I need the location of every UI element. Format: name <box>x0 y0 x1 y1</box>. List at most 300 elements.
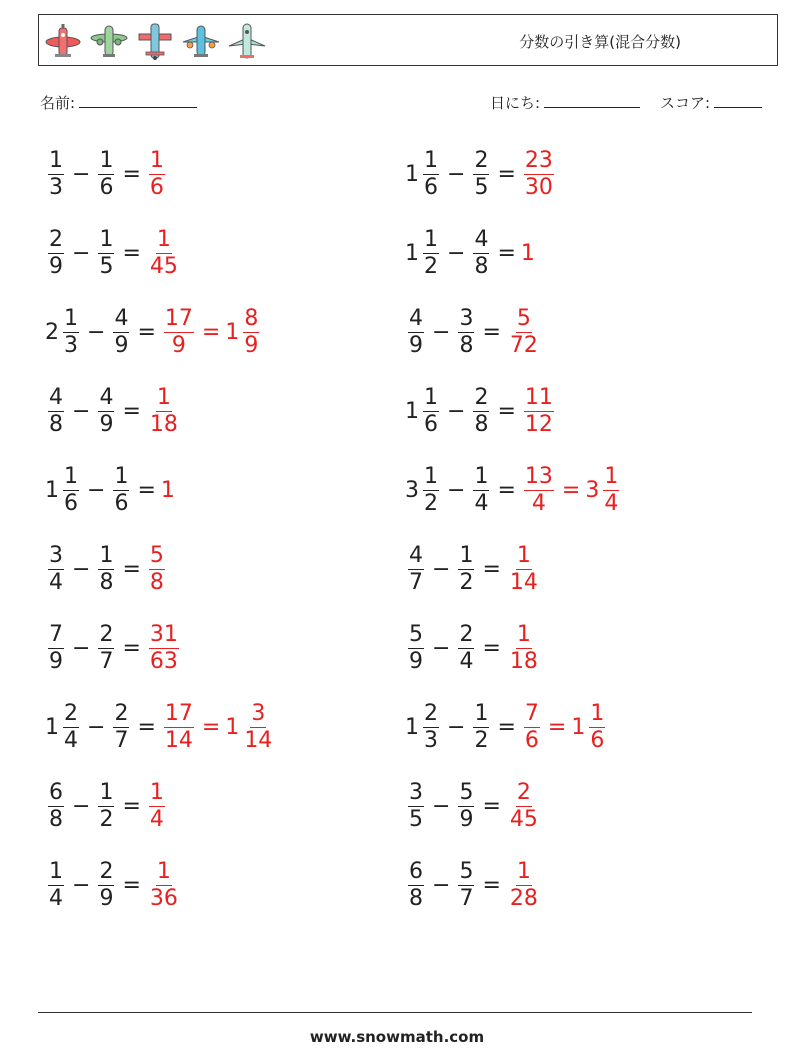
equals-sign: = <box>482 872 501 898</box>
problem-row <box>405 296 542 368</box>
minuend-fraction <box>423 148 439 201</box>
minus-sign: − <box>447 477 466 503</box>
problem-row <box>45 770 168 842</box>
subtrahend-denominator: 7 <box>99 648 114 674</box>
subtrahend-fraction <box>113 701 129 754</box>
name-blank[interactable] <box>79 93 197 108</box>
answer-fraction <box>149 780 165 833</box>
subtrahend-fraction <box>473 385 489 438</box>
minuend-denominator: 9 <box>409 332 423 358</box>
minuend-numerator: 2 <box>424 700 438 726</box>
answer <box>146 859 182 912</box>
problem-row <box>45 375 182 447</box>
subtrahend-numerator: 2 <box>459 621 474 647</box>
answer-denominator: 8 <box>149 569 164 595</box>
answer-fraction <box>149 385 179 438</box>
equals-sign: = <box>497 398 516 424</box>
subtrahend-denominator: 8 <box>459 332 474 358</box>
minuend-denominator: 3 <box>424 727 438 753</box>
answer <box>506 859 542 912</box>
problem-row <box>45 691 276 763</box>
answer <box>506 306 542 359</box>
subtrahend-numerator: 4 <box>99 384 114 410</box>
answer-numerator: 17 <box>164 700 193 726</box>
minuend-fraction <box>48 385 64 438</box>
answer-numerator: 13 <box>524 463 553 489</box>
subtrahend-numerator: 4 <box>114 305 129 331</box>
minuend-numerator: 1 <box>49 147 63 173</box>
answer-mixed-numerator: 3 <box>251 700 266 726</box>
minuend-numerator: 4 <box>409 305 423 331</box>
blue-plane-icon <box>133 20 178 64</box>
subtrahend-fraction <box>473 227 489 280</box>
answer-numerator: 17 <box>164 305 193 331</box>
minuend-numerator: 6 <box>409 858 423 884</box>
minuend-fraction <box>63 701 79 754</box>
subtrahend-numerator: 1 <box>474 463 489 489</box>
red-plane-icon <box>41 20 86 64</box>
answer-denominator: 30 <box>524 174 553 200</box>
answer <box>161 478 176 503</box>
answer-numerator: 1 <box>516 621 531 647</box>
subtrahend-fraction <box>98 227 114 280</box>
equals-sign: = <box>497 240 516 266</box>
equals-sign: = <box>122 635 141 661</box>
answer <box>506 543 542 596</box>
answer-mixed-denominator: 6 <box>590 727 605 753</box>
minuend-denominator: 9 <box>49 253 63 279</box>
answer-fraction <box>524 701 540 754</box>
answer-numerator: 5 <box>516 305 531 331</box>
subtrahend-fraction <box>98 859 114 912</box>
problem-row <box>45 612 182 684</box>
answer-denominator: 18 <box>509 648 538 674</box>
date-label: 日にち: <box>490 94 541 112</box>
problem-row <box>405 138 557 210</box>
answer-mixed-whole: 1 <box>571 714 586 740</box>
answer-numerator: 1 <box>516 542 531 568</box>
answer-fraction <box>509 780 539 833</box>
answer-mixed-fraction <box>243 306 259 359</box>
minuend-denominator: 4 <box>49 885 63 911</box>
minuend-fraction <box>408 780 424 833</box>
answer-mixed-numerator: 1 <box>604 463 619 489</box>
subtrahend-numerator: 2 <box>99 858 114 884</box>
subtrahend-denominator: 9 <box>114 332 129 358</box>
minuend-numerator: 1 <box>424 463 438 489</box>
subtrahend-fraction <box>98 622 114 675</box>
subtrahend-numerator: 1 <box>99 147 114 173</box>
subtrahend-fraction <box>473 148 489 201</box>
answer-fraction <box>164 306 194 359</box>
answer-numerator: 1 <box>156 384 171 410</box>
subtrahend-fraction <box>98 148 114 201</box>
answer-fraction <box>149 148 165 201</box>
problem-row <box>45 533 168 605</box>
subtrahend-fraction <box>458 859 474 912</box>
minuend-denominator: 8 <box>409 885 423 911</box>
subtrahend-numerator: 3 <box>459 305 474 331</box>
answer <box>146 543 168 596</box>
problem-row <box>405 849 542 921</box>
answer-denominator: 4 <box>531 490 546 516</box>
answer-mixed-whole: 1 <box>225 714 240 740</box>
answer-mixed-denominator: 4 <box>604 490 619 516</box>
minus-sign: − <box>72 635 91 661</box>
subtrahend-fraction <box>98 543 114 596</box>
minus-sign: − <box>447 714 466 740</box>
answer-fraction <box>149 859 179 912</box>
answer-fraction <box>149 227 179 280</box>
minuend-denominator: 3 <box>64 332 78 358</box>
minuend-numerator: 1 <box>64 305 78 331</box>
answer-denominator: 36 <box>149 885 178 911</box>
minuend-numerator: 1 <box>64 463 78 489</box>
minuend-denominator: 4 <box>64 727 78 753</box>
minuend-denominator: 8 <box>49 411 63 437</box>
minuend-fraction <box>408 859 424 912</box>
problem-row <box>405 533 542 605</box>
answer-denominator: 28 <box>509 885 538 911</box>
footer-site: www.snowmath.com <box>309 1028 485 1046</box>
minus-sign: − <box>447 240 466 266</box>
name-field <box>40 92 197 113</box>
minuend-denominator: 2 <box>424 253 438 279</box>
worksheet-title: 分数の引き算(混合分数) <box>519 33 681 51</box>
date-blank[interactable] <box>544 93 640 108</box>
answer-denominator: 14 <box>509 569 538 595</box>
answer-fraction <box>509 543 539 596</box>
answer <box>146 148 168 201</box>
minuend-numerator: 2 <box>64 700 78 726</box>
equals-sign: = <box>137 477 156 503</box>
minuend-denominator: 6 <box>64 490 78 516</box>
footer-divider <box>38 1012 752 1013</box>
minus-sign: − <box>432 793 451 819</box>
date-field <box>490 92 640 113</box>
subtrahend-numerator: 2 <box>474 147 489 173</box>
answer-whole: 1 <box>520 240 535 266</box>
equals-sign: = <box>497 714 516 740</box>
answer <box>521 241 536 266</box>
minus-sign: − <box>72 793 91 819</box>
answer-denominator: 63 <box>149 648 178 674</box>
subtrahend-denominator: 7 <box>459 885 474 911</box>
minuend-numerator: 7 <box>49 621 63 647</box>
minuend-numerator: 1 <box>424 147 438 173</box>
subtrahend-denominator: 4 <box>474 490 489 516</box>
subtrahend-fraction <box>98 385 114 438</box>
subtrahend-denominator: 9 <box>99 885 114 911</box>
answer <box>146 780 168 833</box>
answer <box>161 306 262 359</box>
subtrahend-numerator: 2 <box>114 700 129 726</box>
minuend-whole: 1 <box>45 477 59 503</box>
subtrahend-denominator: 8 <box>474 253 489 279</box>
subtrahend-denominator: 9 <box>99 411 114 437</box>
answer-mixed-denominator: 9 <box>244 332 259 358</box>
problem-row <box>45 217 182 289</box>
equals-sign: = <box>122 161 141 187</box>
answer-fraction <box>509 859 539 912</box>
minuend-fraction <box>423 227 439 280</box>
minuend-fraction <box>48 148 64 201</box>
answer <box>506 780 542 833</box>
answer-denominator: 4 <box>149 806 164 832</box>
answer-fraction <box>149 622 179 675</box>
problem-row <box>405 454 622 526</box>
answer-denominator: 45 <box>509 806 538 832</box>
subtrahend-denominator: 5 <box>99 253 114 279</box>
subtrahend-numerator: 1 <box>114 463 129 489</box>
equals-sign: = <box>561 477 581 503</box>
minuend-numerator: 4 <box>409 542 423 568</box>
answer-whole: 1 <box>160 477 175 503</box>
problem-row <box>45 138 168 210</box>
answer-fraction <box>509 622 539 675</box>
answer <box>146 622 182 675</box>
minuend-numerator: 2 <box>49 226 63 252</box>
problem-row <box>45 849 182 921</box>
answer-denominator: 6 <box>524 727 539 753</box>
subtrahend-denominator: 2 <box>459 569 474 595</box>
problem-row <box>45 454 176 526</box>
equals-sign: = <box>547 714 567 740</box>
problem-row <box>405 691 608 763</box>
minus-sign: − <box>87 319 106 345</box>
subtrahend-numerator: 2 <box>99 621 114 647</box>
minus-sign: − <box>447 398 466 424</box>
minus-sign: − <box>72 556 91 582</box>
minuend-denominator: 6 <box>424 411 438 437</box>
subtrahend-fraction <box>113 464 129 517</box>
answer-numerator: 11 <box>524 384 553 410</box>
minuend-fraction <box>48 227 64 280</box>
subtrahend-numerator: 2 <box>474 384 489 410</box>
minuend-denominator: 2 <box>424 490 438 516</box>
subtrahend-numerator: 5 <box>459 779 474 805</box>
answer-numerator: 7 <box>524 700 539 726</box>
answer-numerator: 1 <box>149 779 164 805</box>
answer-numerator: 5 <box>149 542 164 568</box>
minuend-numerator: 3 <box>49 542 63 568</box>
minuend-denominator: 3 <box>49 174 63 200</box>
minuend-whole: 1 <box>405 161 419 187</box>
minuend-fraction <box>48 780 64 833</box>
answer-mixed-fraction <box>243 701 273 754</box>
minuend-fraction <box>63 306 79 359</box>
mint-plane-icon <box>225 20 270 64</box>
minus-sign: − <box>87 477 106 503</box>
answer-mixed-whole: 3 <box>585 477 600 503</box>
equals-sign: = <box>482 556 501 582</box>
minuend-fraction <box>63 464 79 517</box>
equals-sign: = <box>497 477 516 503</box>
subtrahend-denominator: 6 <box>99 174 114 200</box>
score-field <box>660 92 762 113</box>
equals-sign: = <box>201 319 221 345</box>
answer-mixed-numerator: 1 <box>590 700 605 726</box>
plane-icons <box>41 20 270 64</box>
minuend-numerator: 6 <box>49 779 63 805</box>
subtrahend-numerator: 1 <box>99 226 114 252</box>
answer-mixed-numerator: 8 <box>244 305 259 331</box>
equals-sign: = <box>482 793 501 819</box>
answer-denominator: 45 <box>149 253 178 279</box>
minuend-whole: 1 <box>45 714 59 740</box>
answer-denominator: 72 <box>509 332 538 358</box>
equals-sign: = <box>122 398 141 424</box>
subtrahend-denominator: 5 <box>474 174 489 200</box>
subtrahend-fraction <box>458 780 474 833</box>
problem-row <box>405 375 557 447</box>
subtrahend-numerator: 5 <box>459 858 474 884</box>
minuend-numerator: 1 <box>424 384 438 410</box>
answer-fraction <box>149 543 165 596</box>
equals-sign: = <box>201 714 221 740</box>
equals-sign: = <box>137 714 156 740</box>
name-label: 名前: <box>40 94 76 112</box>
minuend-denominator: 9 <box>49 648 63 674</box>
answer <box>521 701 608 754</box>
equals-sign: = <box>122 556 141 582</box>
answer-fraction <box>164 701 194 754</box>
minus-sign: − <box>72 240 91 266</box>
minus-sign: − <box>72 161 91 187</box>
answer-denominator: 14 <box>164 727 193 753</box>
subtrahend-numerator: 1 <box>99 542 114 568</box>
minuend-fraction <box>423 701 439 754</box>
answer-numerator: 1 <box>156 858 171 884</box>
equals-sign: = <box>137 319 156 345</box>
equals-sign: = <box>482 635 501 661</box>
minuend-denominator: 8 <box>49 806 63 832</box>
minuend-denominator: 6 <box>424 174 438 200</box>
header-box <box>38 14 778 66</box>
minuend-denominator: 4 <box>49 569 63 595</box>
problem-row <box>45 296 262 368</box>
minus-sign: − <box>432 872 451 898</box>
subtrahend-numerator: 1 <box>459 542 474 568</box>
answer-numerator: 31 <box>149 621 178 647</box>
subtrahend-fraction <box>458 622 474 675</box>
minuend-fraction <box>408 306 424 359</box>
minuend-fraction <box>48 859 64 912</box>
answer <box>521 385 557 438</box>
subtrahend-denominator: 2 <box>99 806 114 832</box>
subtrahend-denominator: 8 <box>474 411 489 437</box>
subtrahend-denominator: 2 <box>474 727 489 753</box>
answer-mixed-fraction <box>603 464 619 517</box>
score-blank[interactable] <box>714 93 762 108</box>
answer <box>146 227 182 280</box>
answer-numerator: 2 <box>516 779 531 805</box>
subtrahend-denominator: 4 <box>459 648 474 674</box>
subtrahend-fraction <box>98 780 114 833</box>
subtrahend-fraction <box>458 543 474 596</box>
minuend-numerator: 3 <box>409 779 423 805</box>
minus-sign: − <box>432 556 451 582</box>
minuend-numerator: 5 <box>409 621 423 647</box>
minuend-fraction <box>423 385 439 438</box>
minuend-fraction <box>48 543 64 596</box>
minuend-whole: 1 <box>405 398 419 424</box>
answer <box>506 622 542 675</box>
equals-sign: = <box>122 793 141 819</box>
subtrahend-fraction <box>458 306 474 359</box>
subtrahend-denominator: 9 <box>459 806 474 832</box>
answer-mixed-denominator: 14 <box>244 727 273 753</box>
minus-sign: − <box>72 398 91 424</box>
equals-sign: = <box>482 319 501 345</box>
minuend-fraction <box>408 543 424 596</box>
minuend-fraction <box>48 622 64 675</box>
equals-sign: = <box>122 240 141 266</box>
answer-mixed-whole: 1 <box>225 319 240 345</box>
answer-numerator: 1 <box>156 226 171 252</box>
score-label: スコア: <box>660 94 711 112</box>
answer <box>161 701 276 754</box>
problem-row <box>405 770 542 842</box>
subtrahend-fraction <box>473 701 489 754</box>
answer-denominator: 6 <box>149 174 164 200</box>
problem-row <box>405 612 542 684</box>
minuend-whole: 3 <box>405 477 419 503</box>
minuend-numerator: 1 <box>49 858 63 884</box>
minuend-whole: 1 <box>405 714 419 740</box>
answer <box>521 148 557 201</box>
answer <box>146 385 182 438</box>
minuend-fraction <box>408 622 424 675</box>
green-plane-icon <box>87 20 132 64</box>
minus-sign: − <box>72 872 91 898</box>
answer-numerator: 1 <box>516 858 531 884</box>
answer-denominator: 18 <box>149 411 178 437</box>
subtrahend-denominator: 7 <box>114 727 129 753</box>
minuend-whole: 1 <box>405 240 419 266</box>
minuend-numerator: 1 <box>424 226 438 252</box>
answer-denominator: 9 <box>171 332 186 358</box>
minuend-numerator: 4 <box>49 384 63 410</box>
answer-fraction <box>524 385 554 438</box>
subtrahend-fraction <box>473 464 489 517</box>
minus-sign: − <box>447 161 466 187</box>
subtrahend-denominator: 8 <box>99 569 114 595</box>
answer <box>521 464 622 517</box>
minus-sign: − <box>432 319 451 345</box>
minuend-whole: 2 <box>45 319 59 345</box>
minuend-denominator: 9 <box>409 648 423 674</box>
subtrahend-numerator: 1 <box>474 700 489 726</box>
answer-fraction <box>509 306 539 359</box>
minuend-denominator: 5 <box>409 806 423 832</box>
subtrahend-numerator: 1 <box>99 779 114 805</box>
answer-numerator: 23 <box>524 147 553 173</box>
answer-denominator: 12 <box>524 411 553 437</box>
teal-plane-icon <box>179 20 224 64</box>
minus-sign: − <box>87 714 106 740</box>
minuend-fraction <box>423 464 439 517</box>
minus-sign: − <box>432 635 451 661</box>
equals-sign: = <box>497 161 516 187</box>
minuend-denominator: 7 <box>409 569 423 595</box>
subtrahend-denominator: 6 <box>114 490 129 516</box>
answer-fraction <box>524 464 554 517</box>
subtrahend-numerator: 4 <box>474 226 489 252</box>
subtrahend-fraction <box>113 306 129 359</box>
answer-fraction <box>524 148 554 201</box>
problem-row <box>405 217 536 289</box>
